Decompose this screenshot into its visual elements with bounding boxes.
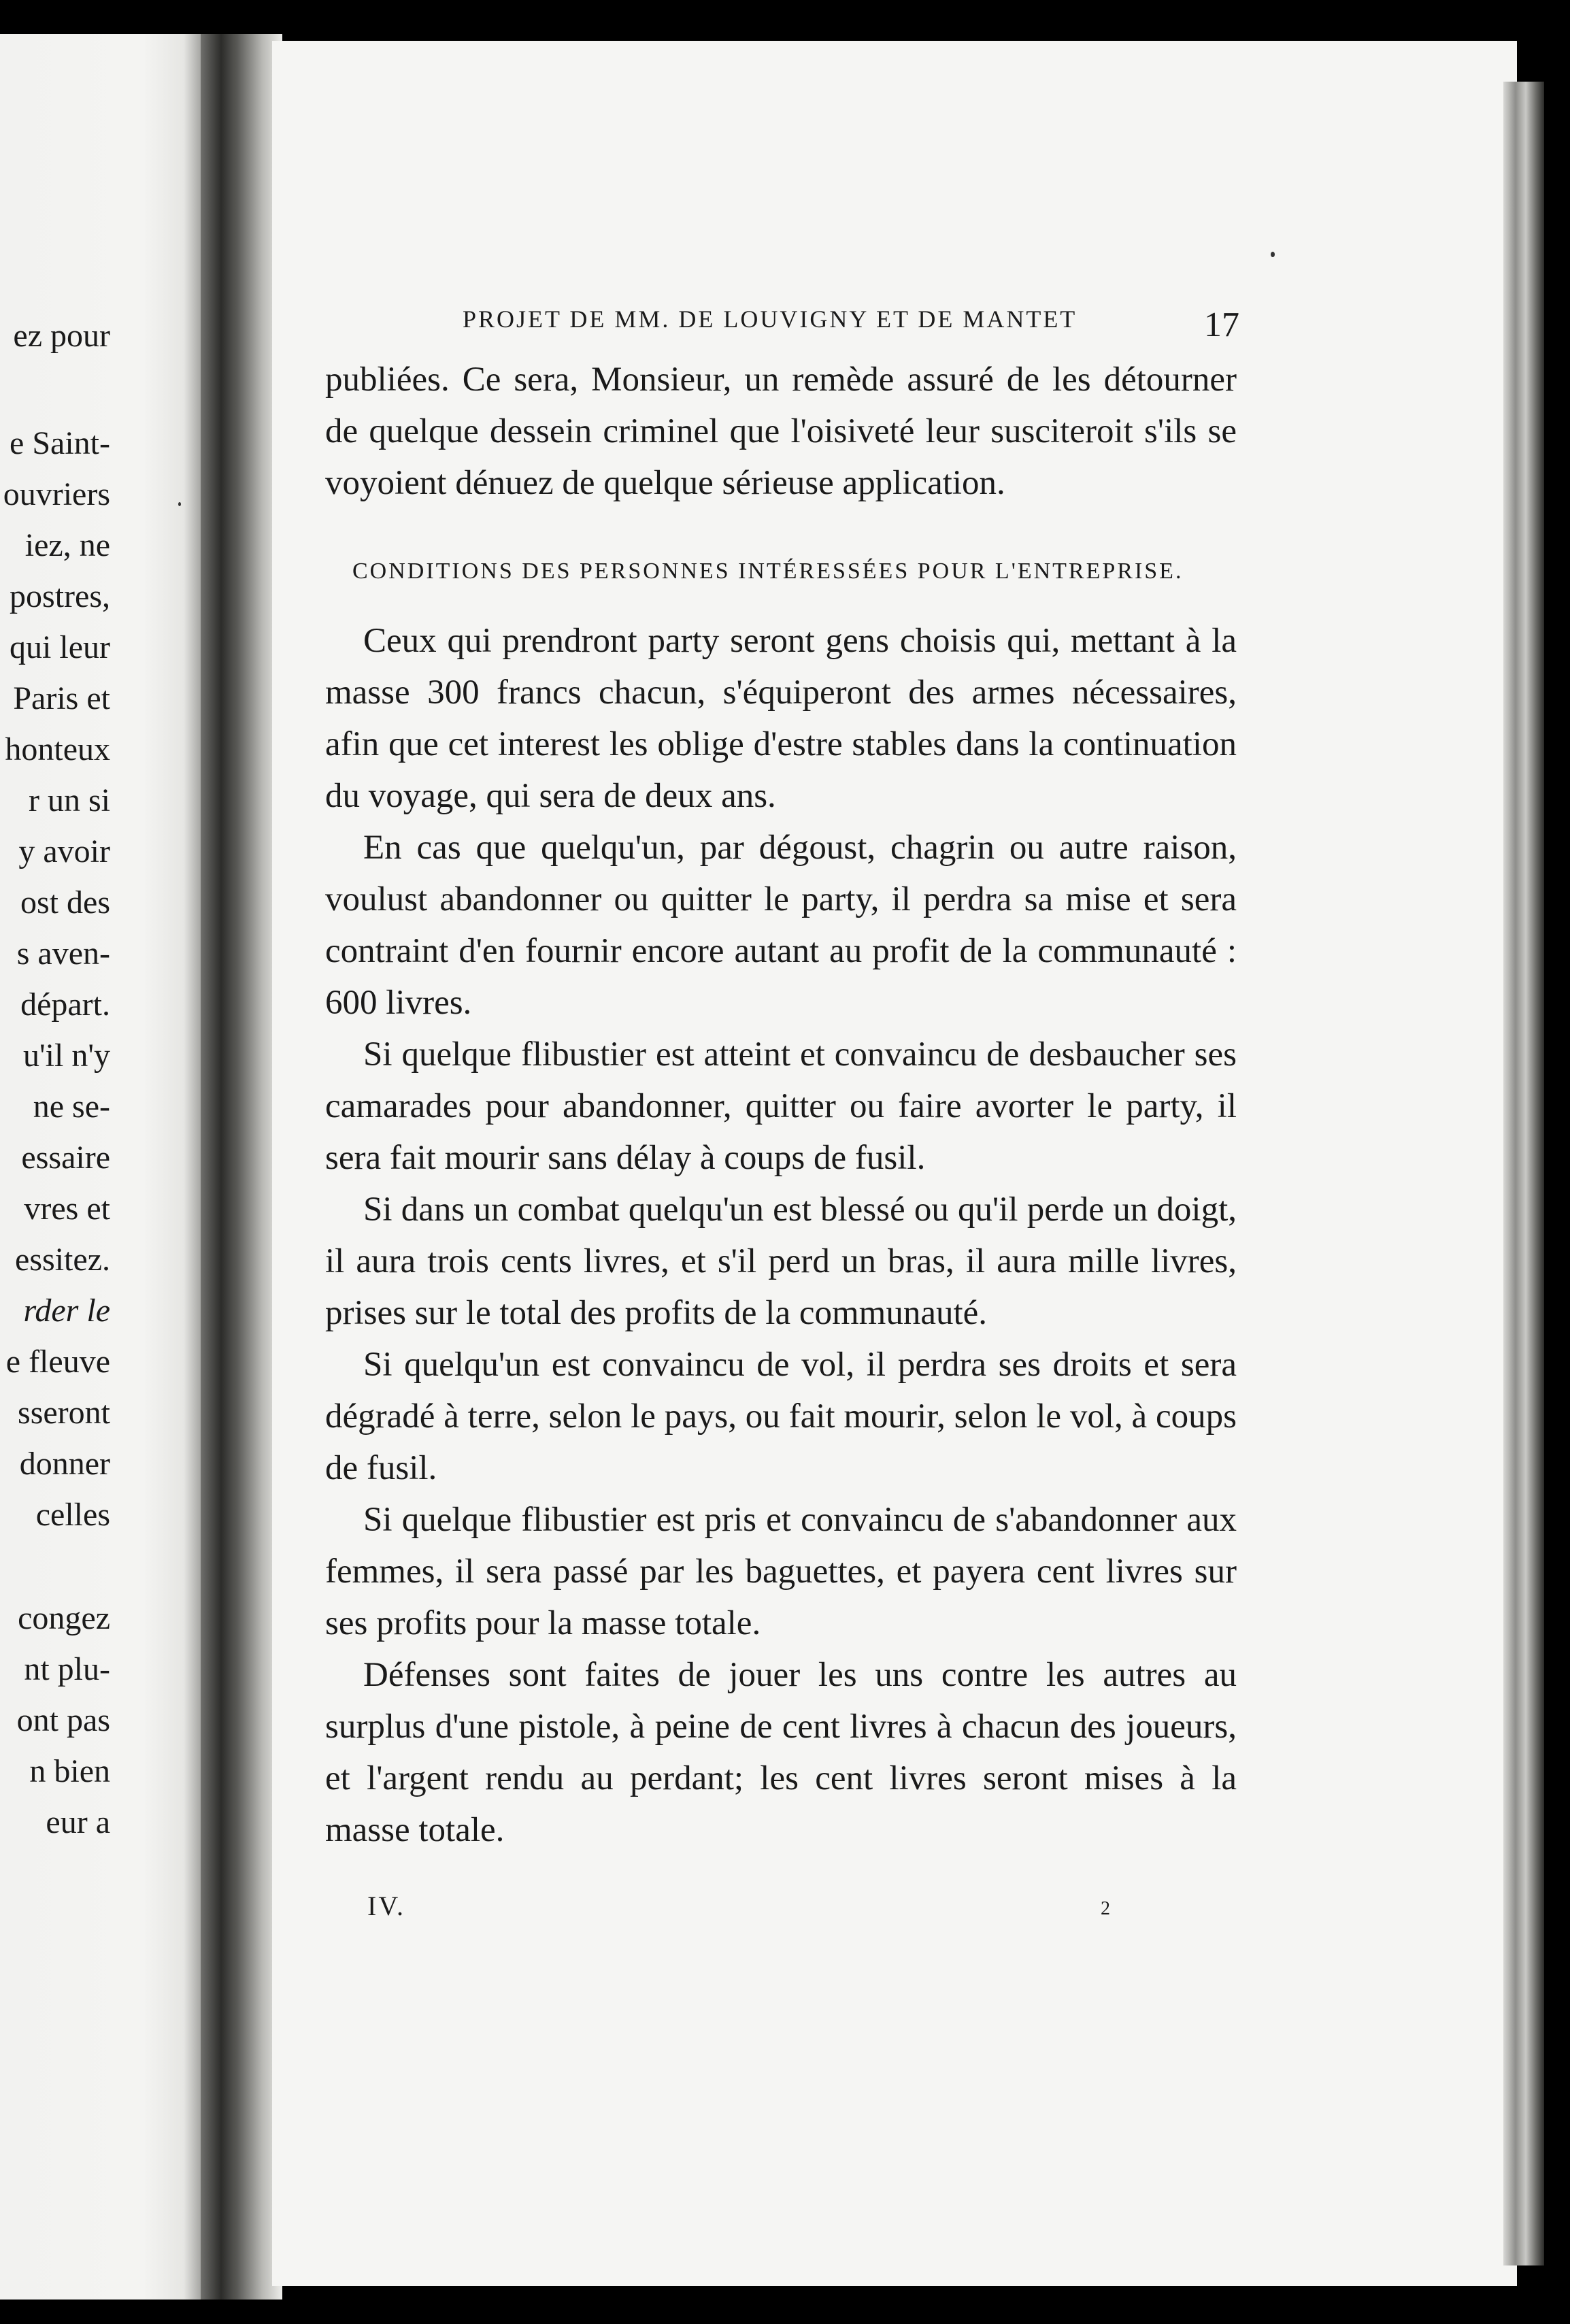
page-number: 17 [1204, 305, 1239, 344]
left-page-line: qui leur [10, 629, 110, 665]
left-page-line: départ. [20, 986, 110, 1023]
left-page-line: s aven- [16, 935, 110, 972]
signature-mark: IV. [367, 1891, 406, 1921]
left-page-line: essitez. [15, 1242, 110, 1278]
left-page-line: e fleuve [5, 1344, 110, 1380]
left-page-line: r un si [29, 782, 110, 818]
left-page-line: y avoir [18, 833, 110, 869]
left-page-line: vres et [24, 1191, 110, 1227]
paragraph: En cas que quelqu'un, par dégoust, chagrin ou autre raison, voulust abandonner ou quitter le party, il perdra sa mise et sera contraint d'en fournir encore autant au profit de la communauté : 600 livres. [325, 829, 1237, 1022]
left-page-line: ez pour [13, 318, 110, 354]
left-page-line: celles [35, 1497, 110, 1533]
left-page-line: n bien [29, 1753, 110, 1789]
paragraph: Défenses sont faites de jouer les uns contre les autres au surplus d'une pistole, à peine de cent livres à chacun des joueurs, et l'argent rendu au perdant; les cent livres seront mises à la masse totale. [325, 1656, 1237, 1849]
paragraph: Ceux qui prendront party seront gens choisis qui, mettant à la masse 300 francs chacun, s'équiperont des armes nécessaires, afin que cet interest les oblige d'estre stables dans la continuation du voyage, qui sera de deux ans. [325, 622, 1237, 815]
section-heading: CONDITIONS DES PERSONNES INTÉRESSÉES POUR L'ENTREPRISE. [352, 559, 1184, 584]
left-page-line: rder le [23, 1293, 110, 1329]
sheet-number: 2 [1101, 1898, 1110, 1919]
left-page-line: nt plu- [24, 1651, 110, 1687]
left-page-line: eur a [46, 1804, 110, 1840]
body-text [325, 354, 1237, 1856]
running-head: PROJET DE MM. DE LOUVIGNY ET DE MANTET [463, 305, 1078, 333]
left-page-line: e Saint- [10, 425, 110, 461]
left-page-line: ont pas [16, 1702, 110, 1738]
ink-speck [178, 502, 181, 506]
left-page-line: Paris et [13, 680, 110, 716]
left-page-line: ost des [20, 884, 110, 920]
ink-speck [1271, 252, 1275, 257]
left-page-line: essaire [21, 1140, 110, 1176]
book-gutter [201, 34, 282, 2300]
left-page-line: ne se- [33, 1089, 110, 1125]
paragraph: Si dans un combat quelqu'un est blessé ou qu'il perde un doigt, il aura trois cents livres, et s'il perd un bras, il aura mille livres, prises sur le total des profits de la communauté. [325, 1191, 1237, 1332]
left-facing-page [0, 34, 204, 2300]
left-page-line: honteux [5, 731, 110, 767]
left-page-line: u'il n'y [23, 1038, 110, 1074]
paragraph: Si quelqu'un est convaincu de vol, il perdra ses droits et sera dégradé à terre, selon le pays, ou fait mourir, selon le vol, à coups de fusil. [325, 1346, 1237, 1487]
paragraph: Si quelque flibustier est pris et convaincu de s'abandonner aux femmes, il sera passé par les baguettes, et payera cent livres sur ses profits pour la masse totale. [325, 1501, 1237, 1642]
left-page-line: donner [19, 1446, 110, 1482]
paragraph: Si quelque flibustier est atteint et convaincu de desbaucher ses camarades pour abandonner, quitter ou faire avorter le party, il sera fait mourir sans délay à coups de fusil. [325, 1035, 1237, 1177]
left-page-line: postres, [10, 578, 110, 614]
left-page-line: sseront [18, 1395, 110, 1431]
left-page-line: ouvriers [3, 476, 110, 512]
page-edge-stack [1503, 82, 1544, 2265]
left-page-line: congez [18, 1600, 110, 1636]
left-page-line: iez, ne [24, 527, 110, 563]
opening-paragraph: publiées. Ce sera, Monsieur, un remède assuré de les détourner de quelque dessein criminel que l'oisiveté leur susciteroit s'ils se voyoient dénuez de quelque sérieuse application. [325, 361, 1237, 502]
